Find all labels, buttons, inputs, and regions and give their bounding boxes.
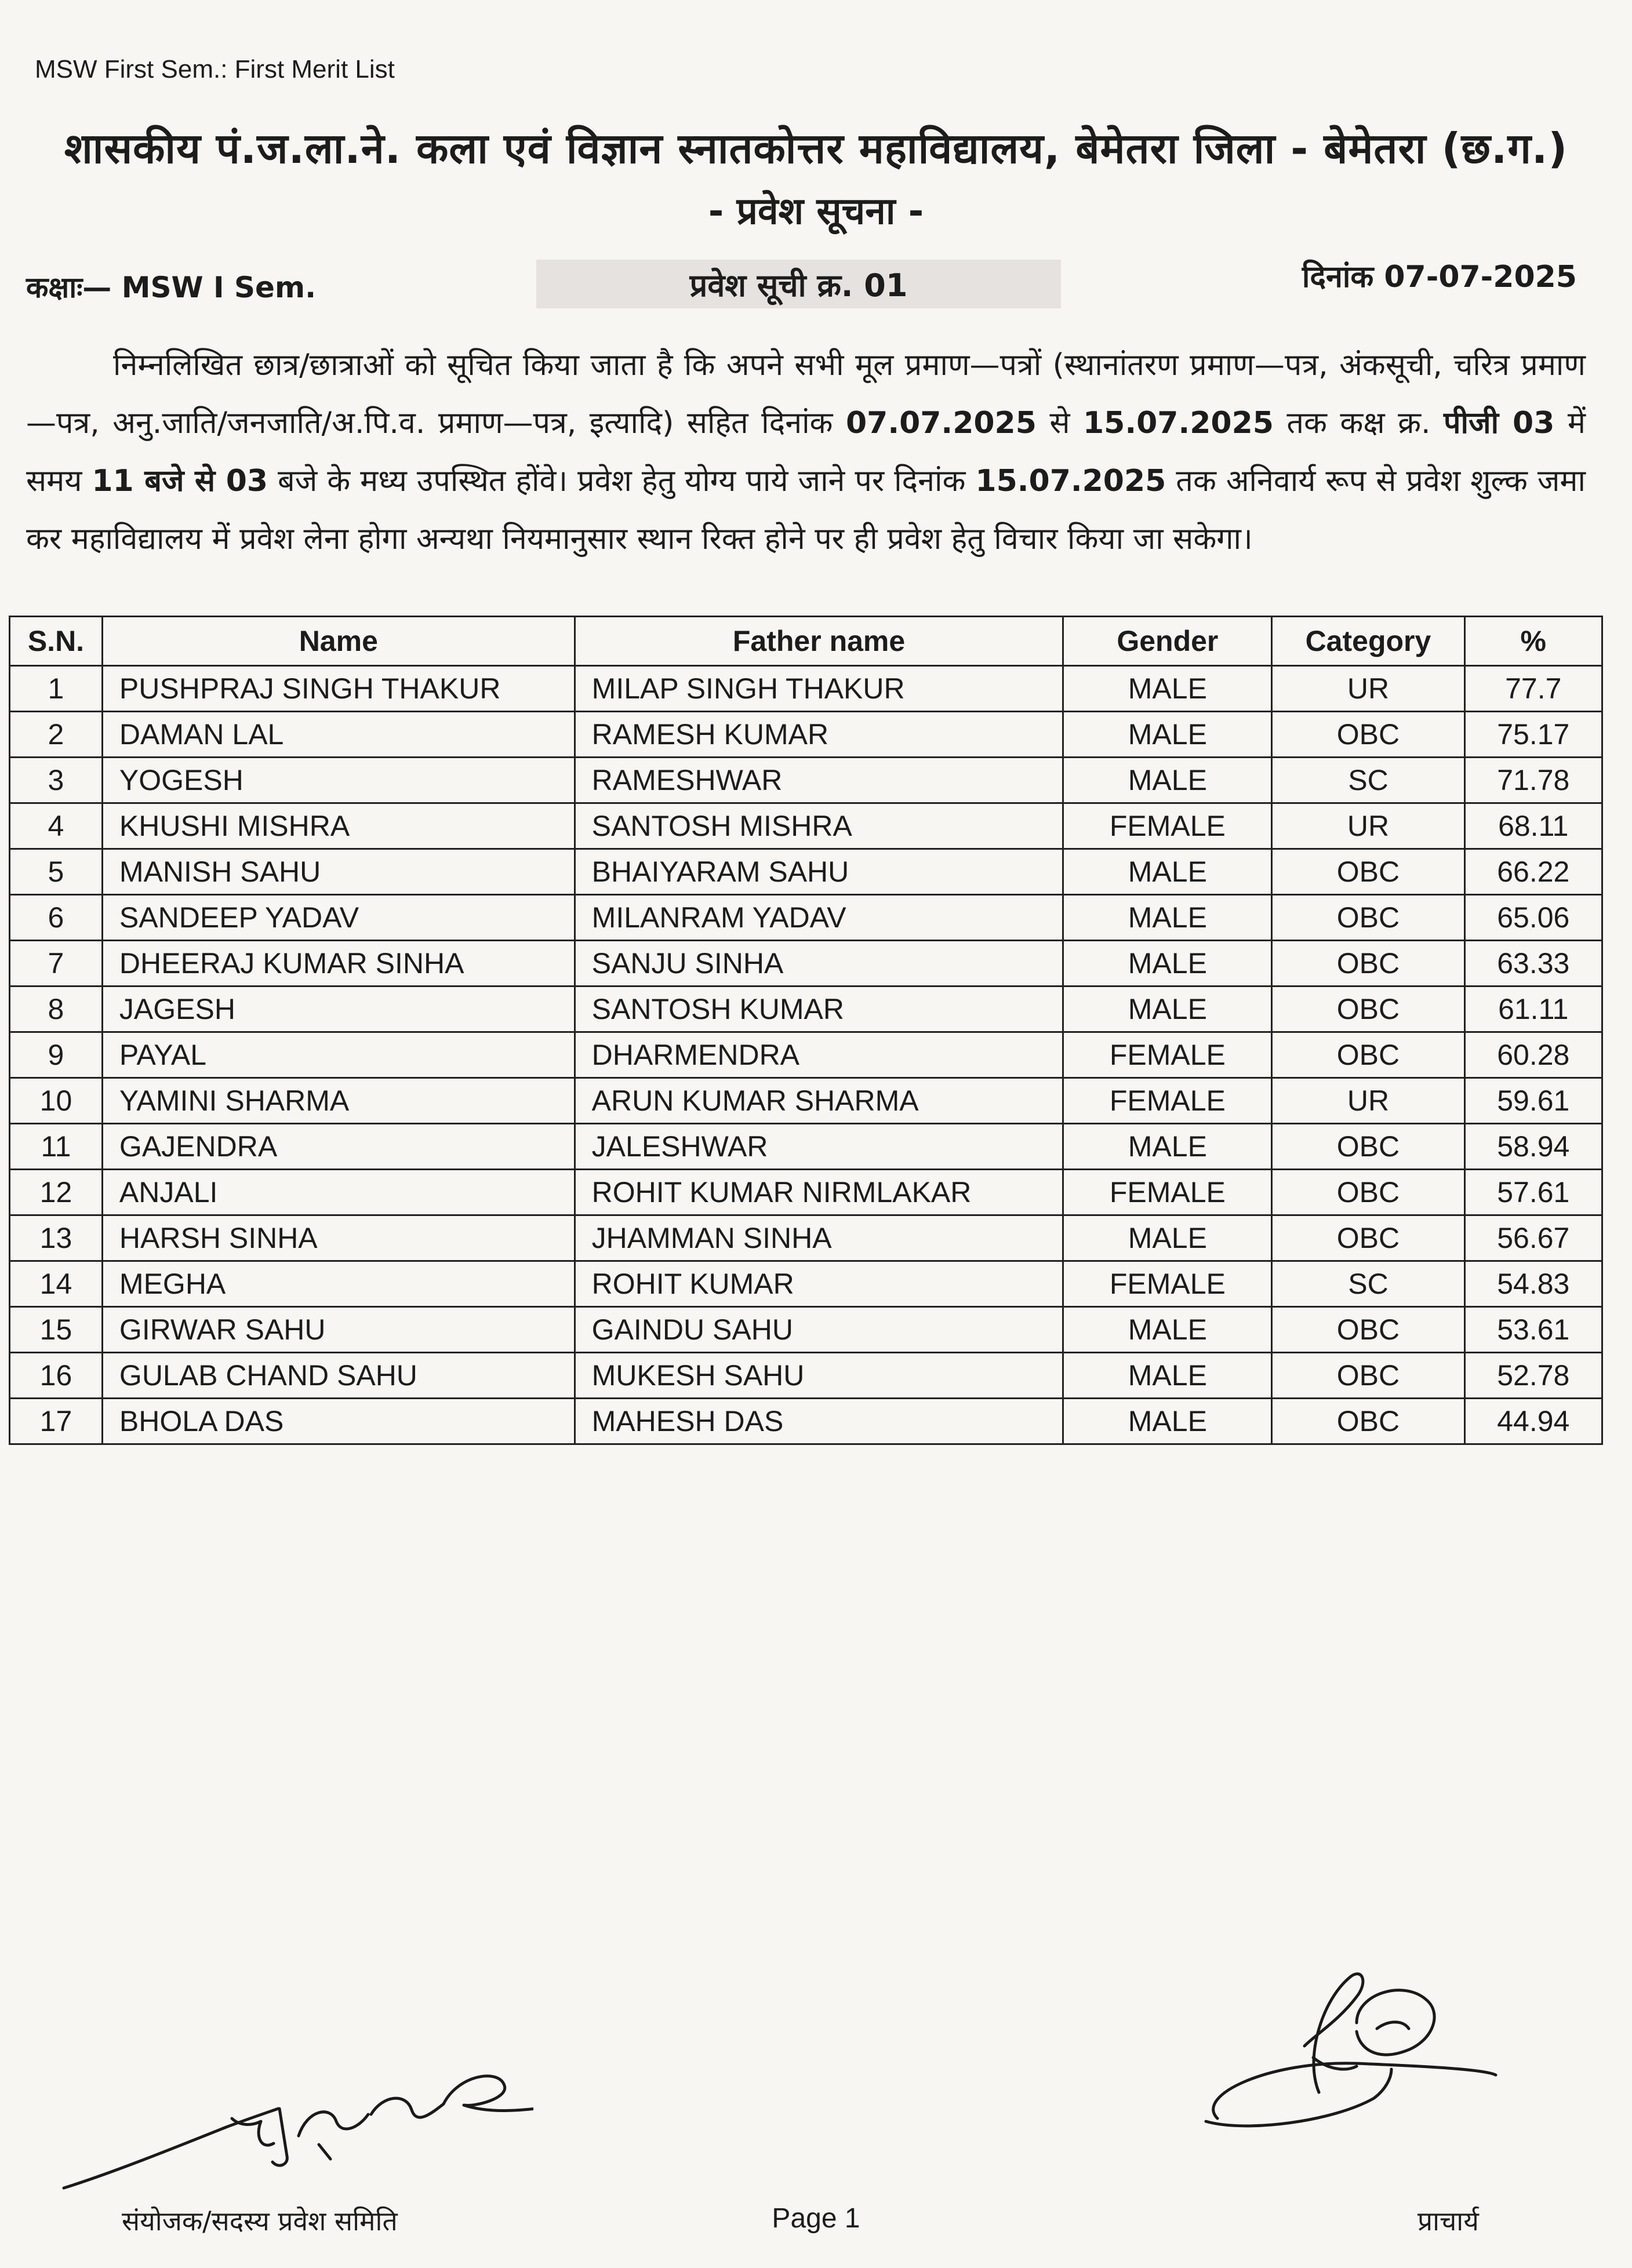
cell-category: OBC bbox=[1272, 1124, 1464, 1170]
table-row bbox=[10, 712, 1602, 758]
cell-category: OBC bbox=[1272, 712, 1464, 758]
room-number: पीजी 03 bbox=[1443, 406, 1555, 441]
cell-gender: MALE bbox=[1063, 1215, 1272, 1261]
cell-percent: 57.61 bbox=[1464, 1170, 1602, 1215]
cell-percent: 54.83 bbox=[1464, 1261, 1602, 1307]
cell-category: UR bbox=[1272, 803, 1464, 849]
cell-sn: 15 bbox=[10, 1307, 103, 1353]
cell-percent: 56.67 bbox=[1464, 1215, 1602, 1261]
cell-sn: 6 bbox=[10, 895, 103, 941]
page-number: Page 1 bbox=[772, 2203, 860, 2234]
notice-text-3: तक कक्ष क्र. bbox=[1273, 406, 1444, 441]
notice-heading: - प्रवेश सूचना - bbox=[708, 190, 924, 233]
table-row bbox=[10, 941, 1602, 986]
cell-category: OBC bbox=[1272, 986, 1464, 1032]
cell-sn: 9 bbox=[10, 1032, 103, 1078]
cell-gender: FEMALE bbox=[1063, 803, 1272, 849]
cell-percent: 60.28 bbox=[1464, 1032, 1602, 1078]
principal-label: प्राचार्य bbox=[1417, 2205, 1479, 2237]
cell-sn: 12 bbox=[10, 1170, 103, 1215]
list-number: प्रवेश सूची क्र. 01 bbox=[689, 267, 908, 304]
cell-name: ANJALI bbox=[102, 1170, 575, 1215]
college-title: शासकीय पं.ज.ला.ने. कला एवं विज्ञान स्नातकोत्तर महाविद्यालय, बेमेतरा जिला - बेमेतरा (छ.ग.) bbox=[64, 124, 1568, 173]
table-row bbox=[10, 849, 1602, 895]
corner-note: MSW First Sem.: First Merit List bbox=[35, 55, 395, 83]
cell-name: BHOLA DAS bbox=[102, 1399, 575, 1444]
cell-name: YOGESH bbox=[102, 758, 575, 803]
table-row bbox=[10, 1353, 1602, 1399]
table-row bbox=[10, 1215, 1602, 1261]
cell-father-name: RAMESH KUMAR bbox=[575, 712, 1063, 758]
cell-category: OBC bbox=[1272, 1307, 1464, 1353]
cell-percent: 61.11 bbox=[1464, 986, 1602, 1032]
list-number-box bbox=[536, 260, 1061, 308]
cell-category: UR bbox=[1272, 1078, 1464, 1124]
cell-percent: 52.78 bbox=[1464, 1353, 1602, 1399]
cell-sn: 10 bbox=[10, 1078, 103, 1124]
cell-father-name: MUKESH SAHU bbox=[575, 1353, 1063, 1399]
cell-name: GIRWAR SAHU bbox=[102, 1307, 575, 1353]
notice-text-6: तक अनिवार्य रूप से प्रवेश शुल्क जमा कर महाविद्यालय में प्रवेश लेना होगा अन्यथा नियमानुसार स्थान रिक्त होने पर ही प्रवेश हेतु विचार किया जा सकेगा। bbox=[26, 464, 1586, 556]
cell-father-name: MILANRAM YADAV bbox=[575, 895, 1063, 941]
cell-name: JAGESH bbox=[102, 986, 575, 1032]
cell-father-name: BHAIYARAM SAHU bbox=[575, 849, 1063, 895]
cell-category: UR bbox=[1272, 666, 1464, 712]
cell-sn: 4 bbox=[10, 803, 103, 849]
cell-category: OBC bbox=[1272, 1399, 1464, 1444]
class-label: कक्षाः— MSW I Sem. bbox=[26, 271, 317, 304]
cell-category: SC bbox=[1272, 758, 1464, 803]
cell-name: KHUSHI MISHRA bbox=[102, 803, 575, 849]
cell-category: OBC bbox=[1272, 1170, 1464, 1215]
notice-text-1: निम्नलिखित छात्र/छात्राओं को सूचित किया जाता है कि अपने सभी मूल प्रमाण—पत्रों (स्थानांतरण प्रमाण—पत्र, अंकसूची, चरित्र प्रमाण—पत्र, अनु.जाति/जनजाति/अ.पि.व. प्रमाण—पत्र, इत्यादि) सहित दिनांक bbox=[26, 348, 1586, 441]
cell-gender: MALE bbox=[1063, 1307, 1272, 1353]
table-row bbox=[10, 986, 1602, 1032]
cell-sn: 3 bbox=[10, 758, 103, 803]
cell-name: SANDEEP YADAV bbox=[102, 895, 575, 941]
table-header-row bbox=[10, 617, 1602, 666]
cell-name: DHEERAJ KUMAR SINHA bbox=[102, 941, 575, 986]
cell-percent: 71.78 bbox=[1464, 758, 1602, 803]
cell-category: OBC bbox=[1272, 941, 1464, 986]
cell-gender: MALE bbox=[1063, 895, 1272, 941]
cell-father-name: JALESHWAR bbox=[575, 1124, 1063, 1170]
header-category: Category bbox=[1272, 617, 1464, 666]
cell-father-name: DHARMENDRA bbox=[575, 1032, 1063, 1078]
cell-sn: 5 bbox=[10, 849, 103, 895]
cell-percent: 66.22 bbox=[1464, 849, 1602, 895]
cell-category: OBC bbox=[1272, 849, 1464, 895]
cell-gender: MALE bbox=[1063, 849, 1272, 895]
cell-gender: MALE bbox=[1063, 941, 1272, 986]
time-range: 11 बजे से 03 bbox=[92, 464, 268, 498]
cell-category: OBC bbox=[1272, 1032, 1464, 1078]
cell-percent: 75.17 bbox=[1464, 712, 1602, 758]
fee-deadline-date: 15.07.2025 bbox=[975, 464, 1166, 498]
table-row bbox=[10, 803, 1602, 849]
table-row bbox=[10, 758, 1602, 803]
cell-father-name: JHAMMAN SINHA bbox=[575, 1215, 1063, 1261]
cell-percent: 44.94 bbox=[1464, 1399, 1602, 1444]
header-gender: Gender bbox=[1063, 617, 1272, 666]
cell-gender: FEMALE bbox=[1063, 1078, 1272, 1124]
cell-gender: MALE bbox=[1063, 986, 1272, 1032]
notice-date: दिनांक 07-07-2025 bbox=[1302, 260, 1577, 294]
cell-percent: 63.33 bbox=[1464, 941, 1602, 986]
cell-name: GULAB CHAND SAHU bbox=[102, 1353, 575, 1399]
cell-gender: FEMALE bbox=[1063, 1170, 1272, 1215]
cell-name: GAJENDRA bbox=[102, 1124, 575, 1170]
cell-percent: 68.11 bbox=[1464, 803, 1602, 849]
cell-gender: MALE bbox=[1063, 712, 1272, 758]
cell-sn: 11 bbox=[10, 1124, 103, 1170]
cell-name: HARSH SINHA bbox=[102, 1215, 575, 1261]
cell-percent: 59.61 bbox=[1464, 1078, 1602, 1124]
cell-name: MEGHA bbox=[102, 1261, 575, 1307]
table-body bbox=[10, 666, 1602, 1444]
cell-sn: 8 bbox=[10, 986, 103, 1032]
cell-category: OBC bbox=[1272, 895, 1464, 941]
header-percent: % bbox=[1464, 617, 1602, 666]
cell-category: OBC bbox=[1272, 1215, 1464, 1261]
cell-father-name: MAHESH DAS bbox=[575, 1399, 1063, 1444]
table-row bbox=[10, 1032, 1602, 1078]
table-row bbox=[10, 895, 1602, 941]
cell-name: PAYAL bbox=[102, 1032, 575, 1078]
header-father-name: Father name bbox=[575, 617, 1063, 666]
header-sn: S.N. bbox=[10, 617, 103, 666]
cell-father-name: ROHIT KUMAR NIRMLAKAR bbox=[575, 1170, 1063, 1215]
merit-list-table bbox=[9, 616, 1603, 1445]
cell-father-name: RAMESHWAR bbox=[575, 758, 1063, 803]
cell-gender: MALE bbox=[1063, 1353, 1272, 1399]
cell-father-name: SANJU SINHA bbox=[575, 941, 1063, 986]
committee-signature bbox=[58, 2040, 533, 2214]
cell-name: YAMINI SHARMA bbox=[102, 1078, 575, 1124]
cell-gender: MALE bbox=[1063, 666, 1272, 712]
cell-sn: 17 bbox=[10, 1399, 103, 1444]
cell-sn: 7 bbox=[10, 941, 103, 986]
table-row bbox=[10, 1261, 1602, 1307]
table-row bbox=[10, 1124, 1602, 1170]
cell-category: OBC bbox=[1272, 1353, 1464, 1399]
cell-percent: 65.06 bbox=[1464, 895, 1602, 941]
cell-father-name: SANTOSH MISHRA bbox=[575, 803, 1063, 849]
cell-name: DAMAN LAL bbox=[102, 712, 575, 758]
committee-label: संयोजक/सदस्य प्रवेश समिति bbox=[122, 2205, 398, 2237]
cell-gender: MALE bbox=[1063, 1399, 1272, 1444]
cell-name: MANISH SAHU bbox=[102, 849, 575, 895]
cell-father-name: ROHIT KUMAR bbox=[575, 1261, 1063, 1307]
cell-gender: MALE bbox=[1063, 1124, 1272, 1170]
table-row bbox=[10, 1307, 1602, 1353]
cell-sn: 14 bbox=[10, 1261, 103, 1307]
table-row bbox=[10, 666, 1602, 712]
cell-sn: 1 bbox=[10, 666, 103, 712]
cell-father-name: MILAP SINGH THAKUR bbox=[575, 666, 1063, 712]
header-name: Name bbox=[102, 617, 575, 666]
notice-text-5: बजे के मध्य उपस्थित होंवे। प्रवेश हेतु योग्य पाये जाने पर दिनांक bbox=[268, 464, 976, 498]
cell-father-name: GAINDU SAHU bbox=[575, 1307, 1063, 1353]
principal-signature bbox=[1183, 1947, 1507, 2145]
table-row bbox=[10, 1170, 1602, 1215]
end-date: 15.07.2025 bbox=[1082, 406, 1274, 441]
cell-name: PUSHPRAJ SINGH THAKUR bbox=[102, 666, 575, 712]
table-row bbox=[10, 1399, 1602, 1444]
cell-sn: 13 bbox=[10, 1215, 103, 1261]
cell-sn: 2 bbox=[10, 712, 103, 758]
cell-father-name: SANTOSH KUMAR bbox=[575, 986, 1063, 1032]
cell-sn: 16 bbox=[10, 1353, 103, 1399]
start-date: 07.07.2025 bbox=[845, 406, 1037, 441]
cell-father-name: ARUN KUMAR SHARMA bbox=[575, 1078, 1063, 1124]
cell-percent: 53.61 bbox=[1464, 1307, 1602, 1353]
cell-category: SC bbox=[1272, 1261, 1464, 1307]
cell-percent: 77.7 bbox=[1464, 666, 1602, 712]
table-row bbox=[10, 1078, 1602, 1124]
cell-gender: MALE bbox=[1063, 758, 1272, 803]
notice-text-4: में समय bbox=[26, 406, 1586, 498]
cell-gender: FEMALE bbox=[1063, 1261, 1272, 1307]
notice-text-2: से bbox=[1036, 406, 1083, 441]
notice-paragraph bbox=[26, 336, 1586, 568]
cell-gender: FEMALE bbox=[1063, 1032, 1272, 1078]
cell-percent: 58.94 bbox=[1464, 1124, 1602, 1170]
